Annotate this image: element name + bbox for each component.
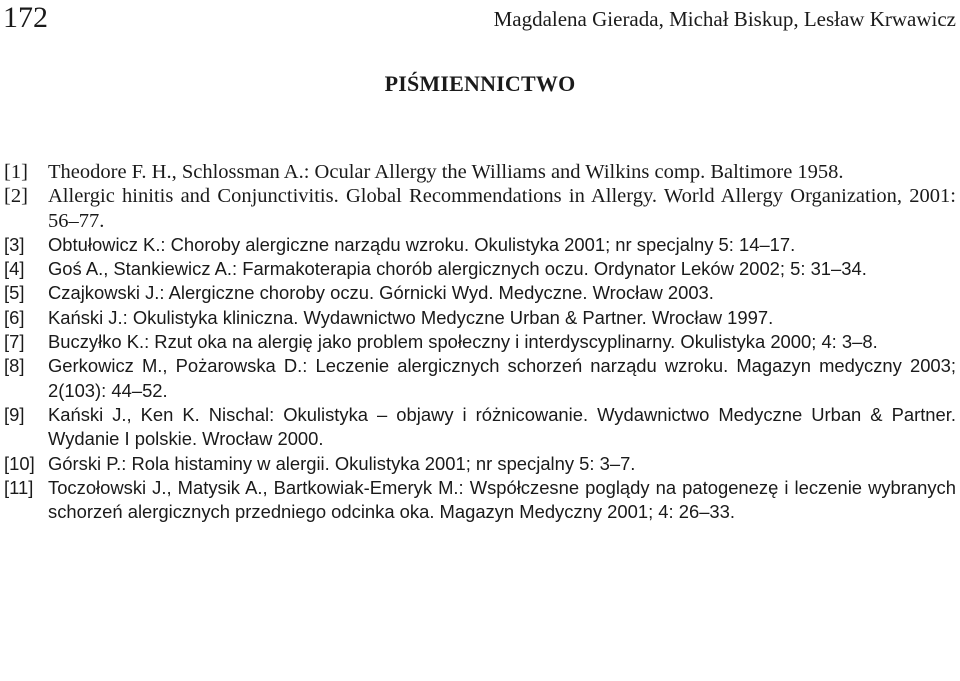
reference-text: Czajkowski J.: Alergiczne choroby oczu. Górnicki Wyd. Medyczne. Wrocław 2003. — [48, 282, 714, 304]
reference-number: [6] — [4, 306, 25, 328]
reference-text: Allergic hinitis and Conjunctivitis. Global Recommendations in Allergy. World Allergy Organization, 2001: 56–77. — [48, 185, 956, 232]
reference-number: [8] — [4, 355, 25, 377]
section-title: PIŚMIENNICTWO — [384, 71, 576, 96]
page-number: 172 — [3, 1, 48, 34]
reference-number: [2] — [4, 185, 28, 208]
reference-text: Toczołowski J., Matysik A., Bartkowiak-Emeryk M.: Współczesne poglądy na patogenezę i leczenie wybranych schorzeń alergicznych przedniego odcinka oka. Magazyn Medyczny 2001; 4: 26–33. — [48, 476, 956, 523]
reference-item — [0, 354, 960, 403]
reference-item — [0, 233, 960, 257]
reference-number: [7] — [4, 331, 25, 353]
reference-item — [0, 160, 960, 184]
reference-text: Buczyłko K.: Rzut oka na alergię jako problem społeczny i interdyscyplinarny. Okulistyka 2000; 4: 3–8. — [48, 331, 878, 353]
reference-text: Kański J.: Okulistyka kliniczna. Wydawnictwo Medyczne Urban & Partner. Wrocław 1997. — [48, 306, 774, 328]
reference-number: [11] — [4, 476, 34, 498]
reference-text: Obtułowicz K.: Choroby alergiczne narządu wzroku. Okulistyka 2001; nr specjalny 5: 14–17. — [48, 233, 796, 255]
reference-item — [0, 281, 960, 305]
reference-number: [10] — [4, 452, 35, 474]
reference-item — [0, 476, 960, 525]
reference-text: Kański J., Ken K. Nischal: Okulistyka – objawy i różnicowanie. Wydawnictwo Medyczne Urban & Partner. Wydanie I polskie. Wrocław 2000. — [48, 403, 956, 450]
reference-number: [1] — [4, 161, 28, 183]
reference-number: [4] — [4, 258, 25, 280]
reference-item — [0, 306, 960, 330]
reference-number: [5] — [4, 282, 25, 304]
reference-item — [0, 452, 960, 476]
running-head-authors: Magdalena Gierada, Michał Biskup, Lesław Krwawicz — [493, 7, 956, 31]
reference-item — [0, 330, 960, 354]
reference-item — [0, 257, 960, 281]
reference-text: Goś A., Stankiewicz A.: Farmakoterapia chorób alergicznych oczu. Ordynator Leków 2002; 5: 31–34. — [48, 258, 867, 280]
reference-item — [0, 184, 960, 233]
reference-list — [0, 160, 960, 524]
reference-number: [9] — [4, 403, 25, 425]
reference-item — [0, 403, 960, 452]
reference-number: [3] — [4, 233, 25, 255]
reference-text: Górski P.: Rola histaminy w alergii. Okulistyka 2001; nr specjalny 5: 3–7. — [48, 452, 636, 474]
reference-text: Gerkowicz M., Pożarowska D.: Leczenie alergicznych schorzeń narządu wzroku. Magazyn medyczny 2003; 2(103): 44–52. — [48, 355, 956, 401]
reference-text: Theodore F. H., Schlossman A.: Ocular Allergy the Williams and Wilkins comp. Baltimore 1958. — [48, 161, 844, 183]
